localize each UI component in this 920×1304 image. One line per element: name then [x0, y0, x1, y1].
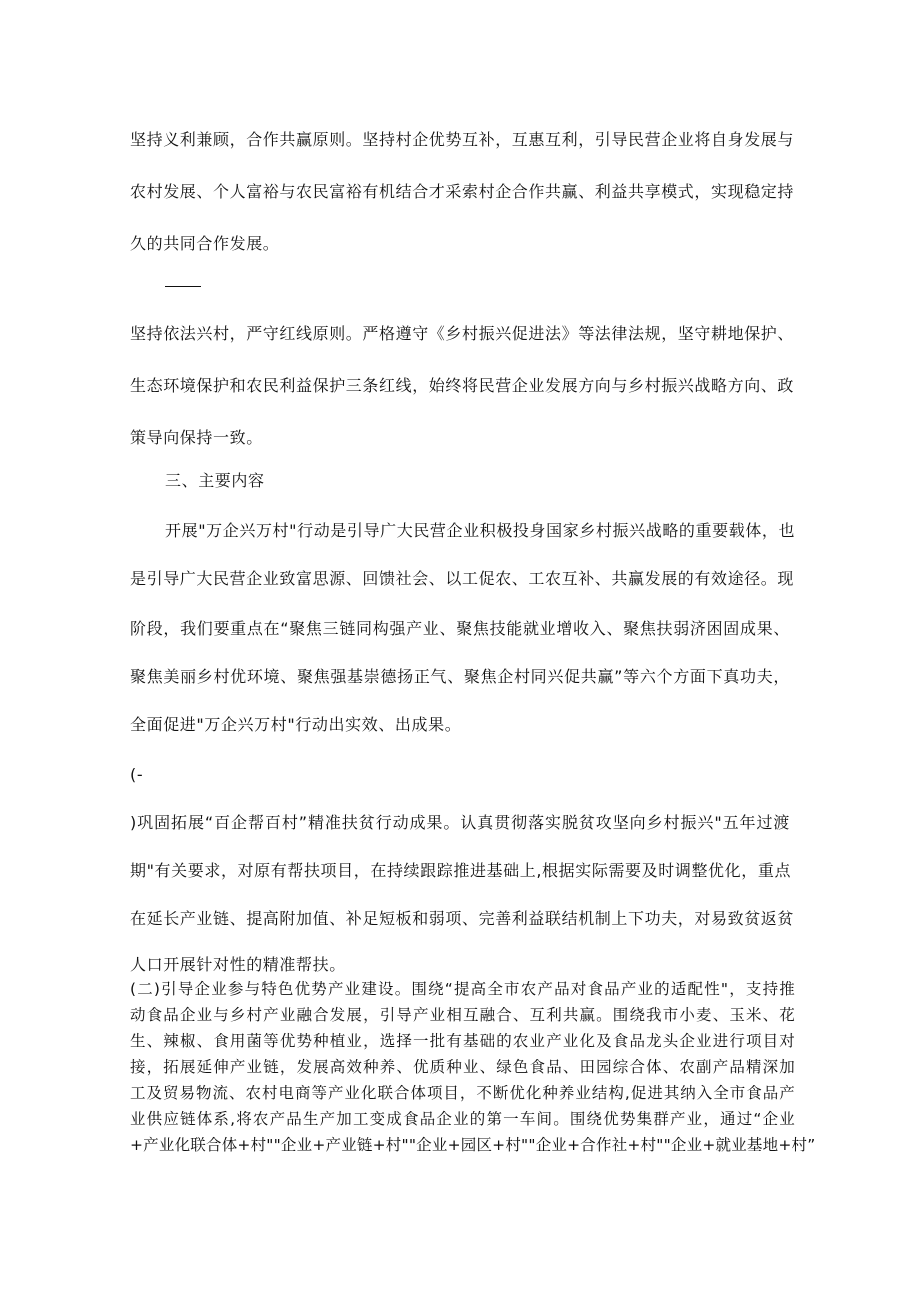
item-1-marker: (- [130, 765, 144, 784]
paragraph-1-line-3: 久的共同合作发展。 [130, 234, 280, 253]
item-2-line-1: (二)引导企业参与特色优势产业建设。围绕“提高全市农产品对食品产业的适配性"，支持推 [130, 980, 795, 998]
paragraph-2-line-2: 生态环境保护和农民利益保护三条红线，始终将民营企业发展方向与乡村振兴战略方向、政 [130, 376, 795, 395]
paragraph-1-line-2: 农村发展、个人富裕与农民富裕有机结合才采索村企合作共赢、利益共享模式，实现稳定持 [130, 182, 795, 201]
paragraph-2-line-3: 策导向保持一致。 [130, 428, 263, 447]
item-1-line-2: 期"有关要求，对原有帮扶项目，在持续跟踪推进基础上,根据实际需要及时调整优化，重点 [130, 861, 792, 880]
paragraph-2-line-1: 坚持依法兴村，严守红线原则。严格遵守《乡村振兴促进法》等法律法规，坚守耕地保护、 [130, 324, 795, 343]
paragraph-3-line-5: 全面促进"万企兴万村"行动出实效、出成果。 [130, 715, 462, 734]
section-heading: 三、主要内容 [165, 471, 265, 490]
paragraph-3-line-4: 聚焦美丽乡村优环境、聚焦强基崇德扬正气、聚焦企村同兴促共赢”等六个方面下真功夫， [130, 667, 790, 686]
item-2-line-3: 生、辣椒、食用菌等优势种植业，选择一批有基础的农业产业化及食品龙头企业进行项目对 [130, 1032, 795, 1050]
item-2-line-5: 工及贸易物流、农村电商等产业化联合体项目，不断优化种养业结构,促进其纳入全市食品产 [130, 1084, 795, 1102]
item-1-line-1: )巩固拓展“百企帮百村”精准扶贫行动成果。认真贯彻落实脱贫攻坚向乡村振兴"五年过渡 [130, 813, 790, 832]
separator-dash [165, 286, 201, 287]
paragraph-3-line-3: 阶段，我们要重点在“聚焦三链同构强产业、聚焦技能就业增收入、聚焦扶弱济困固成果、 [130, 619, 790, 638]
item-2-line-2: 动食品企业与乡村产业融合发展，引导产业相互融合、互利共赢。围绕我市小麦、玉米、花 [130, 1006, 795, 1024]
item-1-line-4: 人口开展针对性的精准帮扶。 [130, 955, 346, 974]
item-2-line-7: +产业化联合体+村""企业+产业链+村""企业+园区+村""企业+合作社+村""企业+就业基地+村” [130, 1136, 816, 1154]
paragraph-1-line-1: 坚持义利兼顾，合作共赢原则。坚持村企优势互补，互惠互利，引导民营企业将自身发展与 [130, 130, 795, 149]
paragraph-3-line-1: 开展"万企兴万村"行动是引导广大民营企业积极投身国家乡村振兴战略的重要载体，也 [165, 521, 796, 540]
paragraph-3-line-2: 是引导广大民营企业致富思源、回馈社会、以工促农、工农互补、共赢发展的有效途径。现 [130, 569, 795, 588]
item-2-line-6: 业供应链体系,将农产品生产加工变成食品企业的第一车间。围绕优势集群产业，通过“企业 [130, 1110, 795, 1128]
item-1-line-3: 在延长产业链、提高附加值、补足短板和弱项、完善利益联结机制上下功夫，对易致贫返贫 [130, 909, 795, 928]
item-2-line-4: 接，拓展延伸产业链，发展高效种养、优质种业、绿色食品、田园综合体、农副产品精深加 [130, 1058, 795, 1076]
